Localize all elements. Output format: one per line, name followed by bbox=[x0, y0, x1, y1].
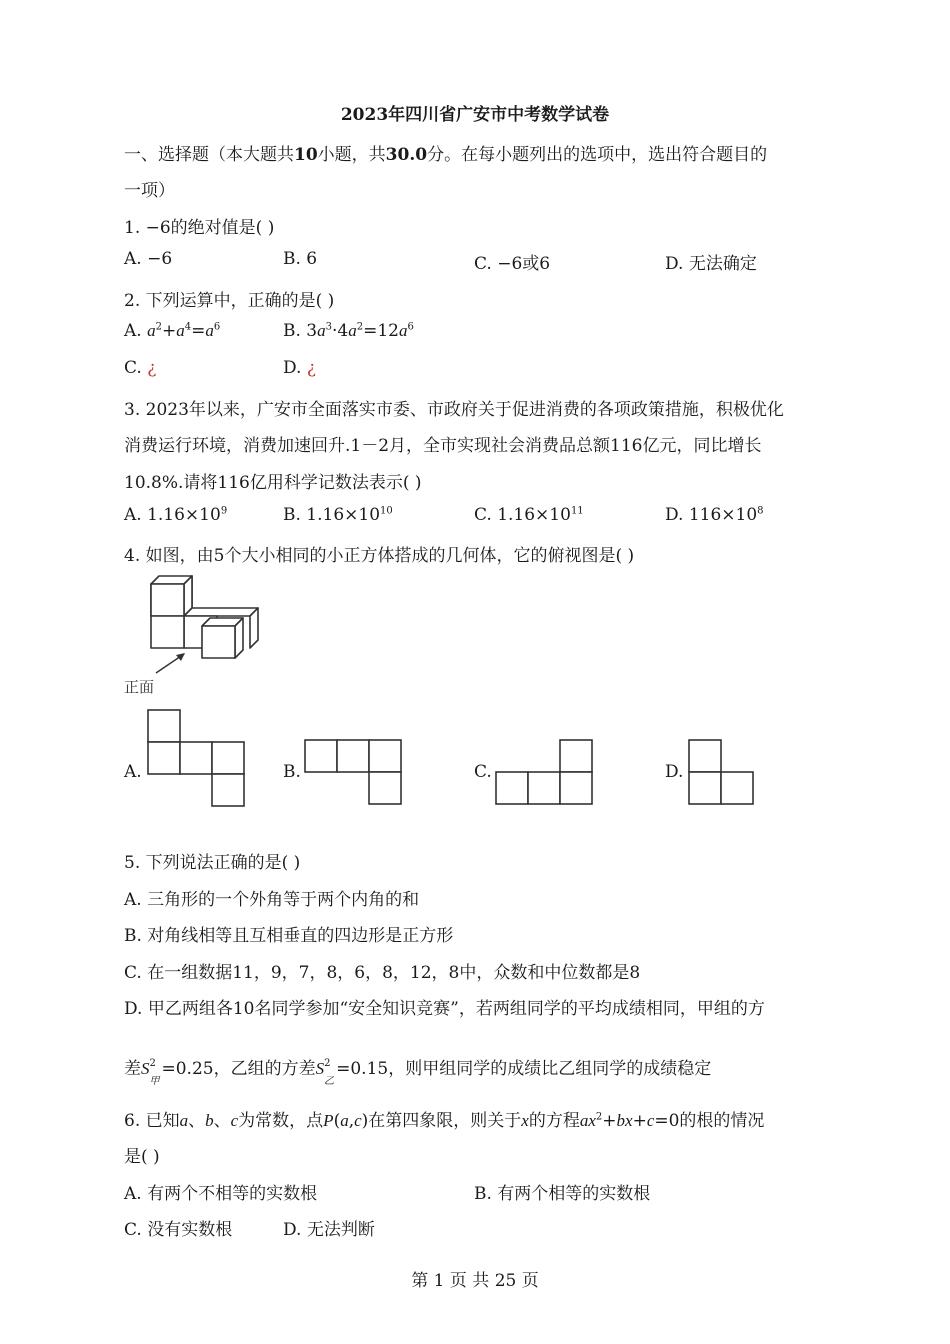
q2-option-d-glyph: ¿ bbox=[306, 358, 316, 378]
q2-option-a[interactable]: A. $a^2+a^4=a^6$ bbox=[124, 321, 221, 341]
q1-option-d[interactable]: D. 无法确定 bbox=[665, 254, 757, 274]
q3-option-b[interactable]: B. $1.16\times 10^{10}$ bbox=[283, 505, 393, 525]
q6-option-a[interactable]: A. 有两个不相等的实数根 bbox=[124, 1184, 318, 1204]
q1-option-b[interactable]: B. 6 bbox=[283, 249, 318, 269]
question-5-stem: 5. 下列说法正确的是( ) bbox=[124, 853, 301, 873]
q2-option-c-glyph: ¿ bbox=[147, 358, 157, 378]
q6-option-b[interactable]: B. 有两个相等的实数根 bbox=[474, 1184, 651, 1204]
q2-option-c[interactable]: C. ¿ bbox=[124, 358, 157, 378]
q5-option-d[interactable]: D. 甲乙两组各10名同学参加“安全知识竞赛”，若两组同学的平均成绩相同，甲组的方 bbox=[124, 999, 765, 1019]
section-instructions: 一、选择题（本大题共10小题，共30.0分。在每小题列出的选项中，选出符合题目的 bbox=[124, 145, 768, 165]
question-3-line1: 3. 2023年以来，广安市全面落实市委、市政府关于促进消费的各项政策措施，积极优化 bbox=[124, 400, 784, 420]
q4-option-b-figure[interactable] bbox=[303, 738, 403, 806]
q4-option-d-label[interactable]: D. bbox=[665, 762, 684, 782]
page-title: 2023年四川省广安市中考数学试卷 bbox=[340, 105, 610, 125]
q4-option-a-label[interactable]: A. bbox=[124, 762, 142, 782]
q1-option-a[interactable]: A. −6 bbox=[124, 249, 173, 269]
q5-option-d-cont: 差S 2 甲 =0.25，乙组的方差S 2 乙 =0.15，则甲组同学的成绩比乙组同学的成绩稳定 bbox=[124, 1058, 712, 1087]
question-4-stem: 4. 如图，由5个大小相同的小正方体搭成的几何体，它的俯视图是( ) bbox=[124, 546, 635, 566]
q5-option-a[interactable]: A. 三角形的一个外角等于两个内角的和 bbox=[124, 890, 420, 910]
question-1-stem: 1. −6的绝对值是( ) bbox=[124, 218, 275, 238]
q6-option-d[interactable]: D. 无法判断 bbox=[283, 1220, 375, 1240]
question-3-line2: 消费运行环境，消费加速回升.1－2月，全市实现社会消费品总额116亿元，同比增长 bbox=[124, 436, 762, 456]
page-footer: 第 1 页 共 25 页 bbox=[411, 1271, 539, 1291]
section-instructions-line2: 一项） bbox=[124, 181, 175, 201]
q3-option-d[interactable]: D. $116\times 10^8$ bbox=[665, 505, 764, 525]
q4-cube-figure bbox=[118, 572, 268, 702]
q4-option-d-figure[interactable] bbox=[687, 738, 755, 806]
q6-option-c[interactable]: C. 没有实数根 bbox=[124, 1220, 233, 1240]
q5-option-c[interactable]: C. 在一组数据11，9，7，8，6，8，12，8中，众数和中位数都是8 bbox=[124, 963, 641, 983]
q4-option-b-label[interactable]: B. bbox=[283, 762, 301, 782]
q2-option-d[interactable]: D. ¿ bbox=[283, 358, 316, 378]
q4-option-c-figure[interactable] bbox=[494, 738, 594, 806]
question-6-line2: 是( ) bbox=[124, 1147, 160, 1167]
question-6-line1: 6. 已知a、b、c为常数，点P(a,c)在第四象限，则关于x的方程$ax^2+bx+c=0$的根的情况 bbox=[124, 1111, 765, 1131]
q3-option-c[interactable]: C. $1.16\times 10^{11}$ bbox=[474, 505, 584, 525]
q1-option-c[interactable]: C. −6或6 bbox=[474, 254, 551, 274]
q3-option-a[interactable]: A. $1.16\times 10^9$ bbox=[124, 505, 228, 525]
front-arrow-head bbox=[176, 653, 185, 661]
q2-option-b[interactable]: B. $3a^3\cdot 4a^2=12a^6$ bbox=[283, 321, 414, 341]
front-label: 正面 bbox=[124, 678, 155, 696]
q4-option-c-label[interactable]: C. bbox=[474, 762, 492, 782]
question-2-stem: 2. 下列运算中，正确的是( ) bbox=[124, 291, 335, 311]
question-3-line3: 10.8%.请将116亿用科学记数法表示( ) bbox=[124, 473, 422, 493]
q4-option-a-figure[interactable] bbox=[146, 708, 246, 808]
q5-option-b[interactable]: B. 对角线相等且互相垂直的四边形是正方形 bbox=[124, 926, 454, 946]
